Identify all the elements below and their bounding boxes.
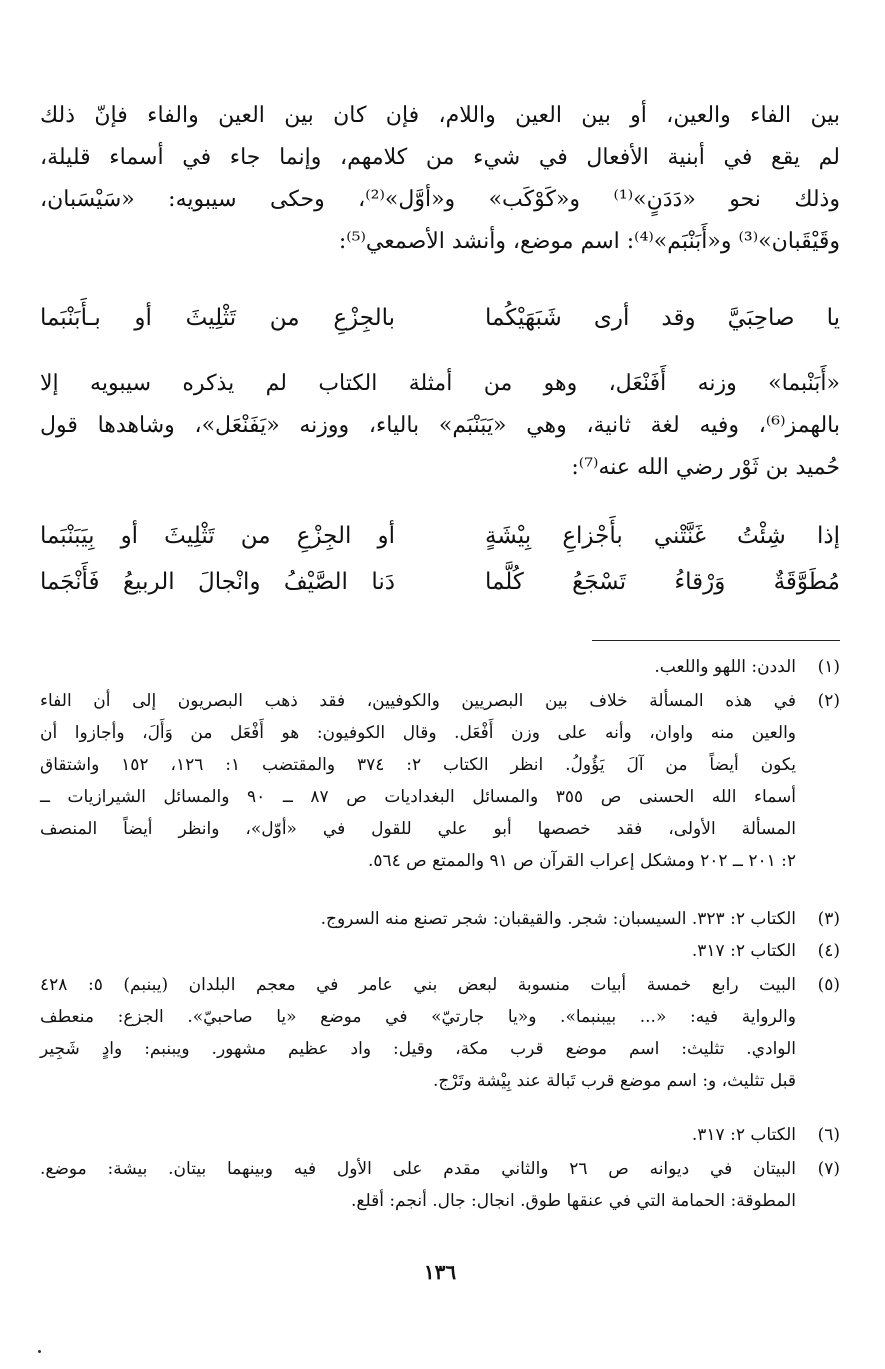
footnote bbox=[40, 1154, 840, 1218]
footnote-line: الددن: اللهو واللعب. bbox=[654, 657, 796, 677]
footnote bbox=[40, 652, 840, 682]
footnote-line: الكتاب ٢: ٣٢٣. السيسبان: شجر. والقيقبان: شجر تصنع منه السروج. bbox=[320, 909, 796, 929]
footnote-number: (١) bbox=[817, 657, 840, 677]
footnote-number: (٦) bbox=[817, 1125, 840, 1145]
body-line: «أَبَنْبما» وزنه أَفَنْعَل، وهو من أمثلة الكتاب لم يذكره سيبويه إلا bbox=[40, 371, 840, 396]
footnote-line: الكتاب ٢: ٣١٧. bbox=[691, 1125, 796, 1145]
verse-first-hemistich: مُطَوَّقَةٌ وَرْقاءُ تَسْجَعُ كُلَّما bbox=[485, 569, 840, 595]
body-line: بالهمز⁽⁶⁾، وفيه لغة ثانية، وهي «يَبَنْبَم» بالياء، ووزنه «يَفَنْعَل»، وشاهدها قول bbox=[40, 413, 840, 438]
page-number: ١٣٦ bbox=[423, 1260, 457, 1284]
footnote-number: (٧) bbox=[817, 1159, 840, 1179]
footnote-line: والعين منه واوان، وأنه على وزن أَفْعَل. وقال الكوفيون: هو أَفْعَل من وَأَلَ، وأجازوا أن bbox=[40, 723, 796, 743]
body-line: بين الفاء والعين، أو بين العين واللام، فإن كان بين العين والفاء فإنّ ذلك bbox=[40, 103, 840, 128]
body-line: حُميد بن ثَوْر رضي الله عنه⁽⁷⁾: bbox=[571, 455, 840, 480]
footnote bbox=[40, 970, 840, 1098]
verse-second-hemistich: دَنا الصَّيْفُ وانْجالَ الربيعُ فَأَنْجَما bbox=[40, 569, 395, 595]
footnote-line: في هذه المسألة خلاف بين البصريين والكوفيين، فقد ذهب البصريون إلى أن الفاء bbox=[40, 691, 796, 711]
body-line: لم يقع في أبنية الأفعال في شيء من كلامهم، وإنما جاء في أسماء قليلة، bbox=[40, 145, 840, 170]
footnote-number: (٥) bbox=[817, 975, 840, 995]
scan-speck bbox=[38, 1350, 41, 1353]
footnote-line: قبل تثليث، و: اسم موضع قرب تَبالة عند بِيْشة وتَرْج. bbox=[432, 1071, 796, 1091]
footnote-number: (٤) bbox=[817, 941, 840, 961]
footnote bbox=[40, 1120, 840, 1150]
footnote-number: (٢) bbox=[817, 691, 840, 711]
verse-second-hemistich: بالجِزْعِ من تَثْلِيثَ أو بـأَبَنْبَما bbox=[40, 305, 395, 331]
verse-first-hemistich: يا صاحِبَيَّ وقد أرى شَبَهَيْكُما bbox=[485, 305, 840, 331]
footnote-line: البيتان في ديوانه ص ٢٦ والثاني مقدم على الأول فيه وبينهما بيتان. بيشة: موضع. bbox=[40, 1159, 796, 1179]
footnote bbox=[40, 936, 840, 966]
verse-second-hemistich: أو الجِزْعِ من تَثْلِيثَ أو بِيَبَنْبَما bbox=[40, 523, 395, 549]
verse bbox=[40, 298, 840, 338]
footnote-line: ٢: ٢٠١ ــ ٢٠٢ ومشكل إعراب القرآن ص ٩١ والممتع ص ٥٦٤. bbox=[367, 851, 796, 871]
body-line: وذلك نحو «دَدَنٍ»⁽¹⁾ و«كَوْكَب» و«أوَّل»⁽²⁾، وحكى سيبويه: «سَيْسَبان، bbox=[40, 187, 840, 212]
footnote-line: المسألة الأولى، فقد خصصها أبو علي للقول في «أوّل»، وانظر أيضاً المنصف bbox=[40, 819, 796, 839]
verse bbox=[40, 562, 840, 602]
footnote-line: المطوقة: الحمامة التي في عنقها طوق. انجال: جال. أنجم: أقلع. bbox=[351, 1191, 796, 1211]
footnote bbox=[40, 686, 840, 878]
footnote-separator bbox=[592, 640, 840, 641]
footnote bbox=[40, 904, 840, 934]
footnote-line: يكون أيضاً من آلَ يَؤُولُ. انظر الكتاب ٢: ٣٧٤ والمقتضب ١: ١٢٦، ١٥٢ واشتقاق bbox=[40, 755, 796, 775]
footnote-line: والرواية فيه: «... بيبنبما». و«يا جارتيّ» في موضع «يا صاحبيّ». الجزع: منعطف bbox=[40, 1007, 796, 1027]
footnote-line: الوادي. تثليث: اسم موضع قرب مكة، وقيل: واد عظيم مشهور. ويبنبم: وادٍ شَجِير bbox=[40, 1039, 796, 1059]
verse bbox=[40, 516, 840, 556]
footnote-line: أسماء الله الحسنى ص ٣٥٥ والمسائل البغداديات ص ٨٧ ــ ٩٠ والمسائل الشيرازيات ــ bbox=[40, 787, 796, 807]
footnote-line: البيت رابع خمسة أبيات منسوبة لبعض بني عامر في معجم البلدان (يبنبم) ٥: ٤٢٨ bbox=[40, 975, 796, 995]
verse-first-hemistich: إذا شِئْتُ غَنَّتْني بأَجْزاعِ بِيْشَةٍ bbox=[485, 523, 840, 549]
footnote-line: الكتاب ٢: ٣١٧. bbox=[691, 941, 796, 961]
footnote-number: (٣) bbox=[817, 909, 840, 929]
body-line: وقَيْقَبان»⁽³⁾ و«أَبَنْبَم»⁽⁴⁾: اسم موضع، وأنشد الأصمعي⁽⁵⁾: bbox=[338, 229, 840, 254]
